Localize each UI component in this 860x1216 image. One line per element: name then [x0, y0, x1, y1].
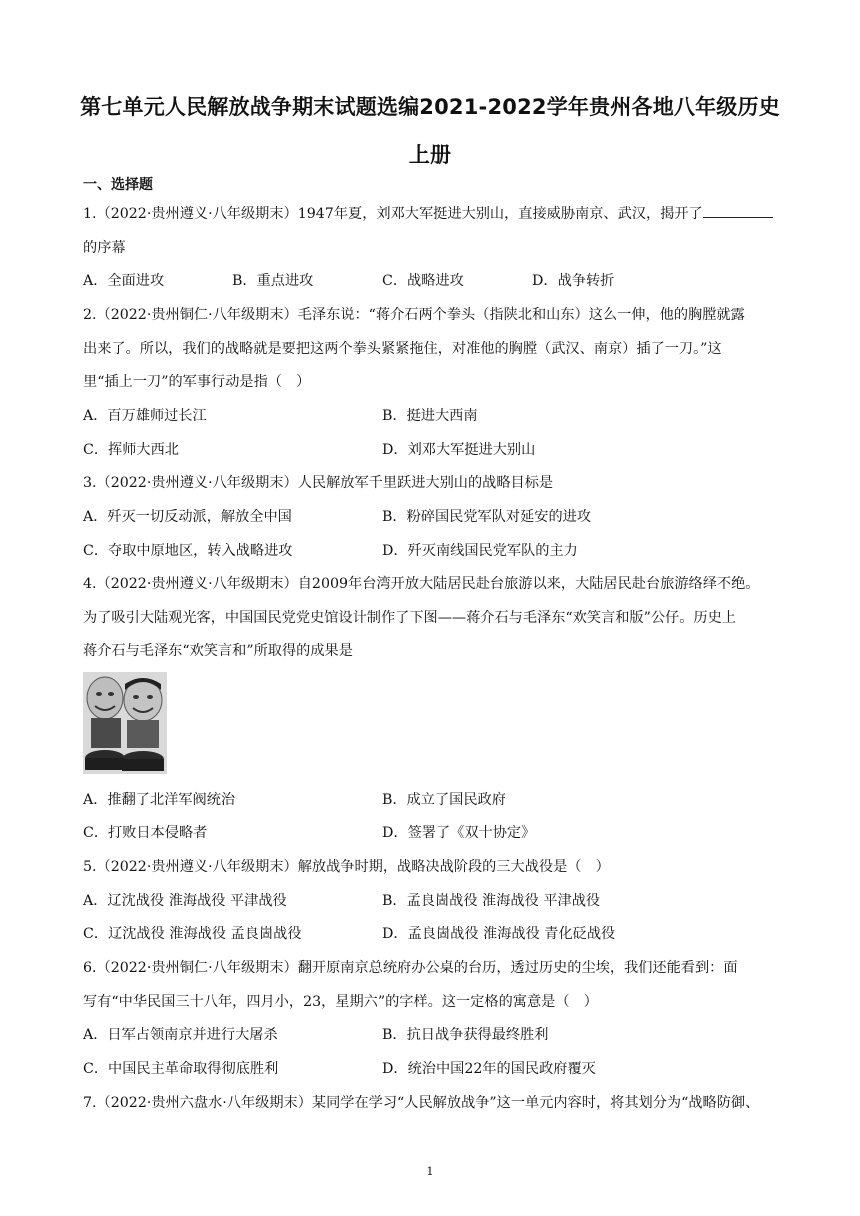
q2-option-b: B．挺进大西南	[382, 408, 478, 424]
q1-option-b: B．重点进攻	[232, 273, 314, 289]
q6-option-b: B．抗日战争获得最终胜利	[382, 1027, 549, 1043]
question-6-line: 6.（2022·贵州铜仁·八年级期末）翻开原南京总统府办公桌的台历，透过历史的尘埃，我们还能看到：面	[83, 960, 738, 976]
q5-option-a: A．辽沈战役 淮海战役 平津战役	[83, 893, 287, 909]
document-title-line-1: 第七单元人民解放战争期末试题选编2021-2022学年贵州各地八年级历史	[80, 95, 780, 119]
document-title-line-2: 上册	[408, 143, 452, 167]
q4-option-a: A．推翻了北洋军阀统治	[83, 792, 236, 808]
q5-option-d: D．孟良崮战役 淮海战役 青化砭战役	[382, 926, 616, 942]
question-4-line: 为了吸引大陆观光客，中国国民党党史馆设计制作了下图——蒋介石与毛泽东“欢笑言和版”公仔。历史上	[83, 610, 736, 626]
q2-option-a: A．百万雄师过长江	[83, 408, 207, 424]
question-2-line: 出来了。所以，我们的战略就是要把这两个拳头紧紧拖住，对准他的胸膛（武汉、南京）插了一刀。”这	[83, 341, 722, 357]
q1-option-d: D．战争转折	[532, 273, 615, 289]
question-3-line: 3.（2022·贵州遵义·八年级期末）人民解放军千里跃进大别山的战略目标是	[83, 475, 554, 491]
q2-option-d: D．刘邓大军挺进大别山	[382, 442, 536, 458]
q1-option-a: A．全面进攻	[83, 273, 165, 289]
q2-option-c: C．挥师大西北	[83, 442, 179, 458]
question-7-line: 7.（2022·贵州六盘水·八年级期末）某同学在学习“人民解放战争”这一单元内容时，将其划分为“战略防御、	[83, 1095, 760, 1111]
figurine-illustration	[83, 672, 167, 774]
q3-option-b: B．粉碎国民党军队对延安的进攻	[382, 509, 592, 525]
q5-option-c: C．辽沈战役 淮海战役 孟良崮战役	[83, 926, 302, 942]
figurine-photo	[83, 672, 167, 774]
q3-option-c: C．夺取中原地区，转入战略进攻	[83, 543, 293, 559]
q6-option-c: C．中国民主革命取得彻底胜利	[83, 1061, 279, 1077]
q6-option-a: A．日军占领南京并进行大屠杀	[83, 1027, 278, 1043]
q5-option-b: B．孟良崮战役 淮海战役 平津战役	[382, 893, 601, 909]
page-number: 1	[426, 1165, 434, 1178]
q3-option-a: A．歼灭一切反动派，解放全中国	[83, 509, 292, 525]
question-2-line: 里“插上一刀”的军事行动是指（ ）	[83, 374, 311, 390]
question-1-stem	[83, 203, 783, 223]
answer-blank	[703, 205, 773, 218]
q1-option-c: C．战略进攻	[382, 273, 464, 289]
question-6-line: 写有“中华民国三十八年，四月小，23，星期六”的字样。这一定格的寓意是（ ）	[83, 994, 598, 1010]
question-1-stem-continued: 的序幕	[83, 240, 126, 256]
q4-option-b: B．成立了国民政府	[382, 792, 506, 808]
q6-option-d: D．统治中国22年的国民政府覆灭	[382, 1061, 596, 1077]
question-4-line: 蒋介石与毛泽东“欢笑言和”所取得的成果是	[83, 643, 353, 659]
q4-option-c: C．打败日本侵略者	[83, 825, 208, 841]
q3-option-d: D．歼灭南线国民党军队的主力	[382, 543, 578, 559]
question-4-line: 4.（2022·贵州遵义·八年级期末）自2009年台湾开放大陆居民赴台旅游以来，大陆居民赴台旅游络绎不绝。	[83, 576, 760, 592]
question-5-line: 5.（2022·贵州遵义·八年级期末）解放战争时期，战略决战阶段的三大战役是（ ）	[83, 859, 610, 875]
question-2-line: 2.（2022·贵州铜仁·八年级期末）毛泽东说：“蒋介石两个拳头（指陕北和山东）这么一伸，他的胸膛就露	[83, 307, 745, 323]
question-1-stem-text: 1.（2022·贵州遵义·八年级期末）1947年夏，刘邓大军挺进大别山，直接威胁南京、武汉，揭开了	[83, 206, 703, 222]
section-heading: 一、选择题	[83, 177, 153, 193]
q4-option-d: D．签署了《双十协定》	[382, 825, 536, 841]
